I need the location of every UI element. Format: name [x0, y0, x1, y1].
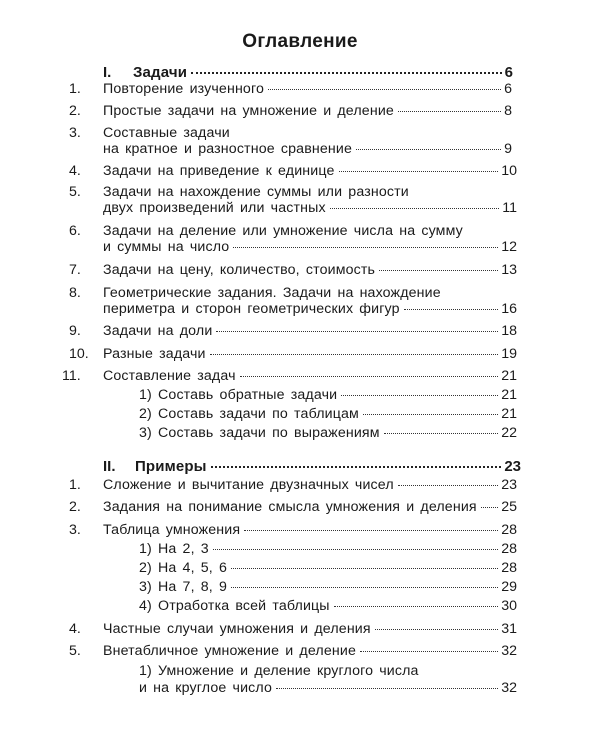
toc-entry-text: 1) Умножение и деление круглого числа	[139, 663, 419, 679]
toc-page-number: 21	[501, 368, 517, 384]
toc-page-number: 19	[501, 346, 517, 362]
toc-entry-number: 3.	[69, 522, 81, 538]
toc-page-number: 29	[501, 579, 517, 595]
toc-page-number: 30	[501, 598, 517, 614]
toc-line	[139, 405, 517, 424]
dot-leader	[398, 111, 501, 112]
toc-entry-text: Задачи на деление или умножение числа на сумму	[103, 223, 463, 239]
toc-entry-text: 3) На 7, 8, 9	[139, 579, 228, 595]
toc-page-number: 28	[501, 541, 517, 557]
toc-entry-text: Задания на понимание смысла умножения и деления	[103, 499, 477, 515]
dot-leader	[375, 629, 499, 630]
toc-entry-number: 9.	[69, 323, 81, 339]
toc-page-number: 8	[504, 103, 512, 119]
toc-entry-number: 5.	[69, 643, 81, 659]
toc-page-number: 9	[504, 141, 512, 157]
toc-entry-text: 2) Составь задачи по таблицам	[139, 406, 359, 422]
toc-page-number: 21	[501, 387, 517, 403]
toc-line	[103, 80, 512, 99]
toc-page-number: 28	[501, 522, 517, 538]
dot-leader	[244, 530, 498, 531]
dot-leader	[363, 414, 498, 415]
toc-page-number: 31	[501, 621, 517, 637]
toc-page-number: 23	[504, 458, 521, 475]
toc-line	[139, 386, 517, 405]
toc-line	[103, 261, 517, 280]
dot-leader	[384, 433, 499, 434]
toc-line	[139, 540, 517, 559]
toc-entry-number: 8.	[69, 285, 81, 301]
toc-entry-text: Задачи на цену, количество, стоимость	[103, 262, 376, 278]
dot-leader	[379, 270, 498, 271]
dot-leader	[334, 606, 499, 607]
toc-page-number: 6	[504, 81, 512, 97]
toc-page-number: 28	[501, 560, 517, 576]
dot-leader	[398, 485, 498, 486]
toc-line	[103, 367, 517, 386]
toc-entry-text: 1) Составь обратные задачи	[139, 387, 338, 403]
toc-line	[135, 457, 521, 476]
dot-leader	[240, 376, 499, 377]
toc-entry-number: 2.	[69, 103, 81, 119]
toc-line	[103, 345, 517, 364]
toc-page-number: 23	[501, 477, 517, 493]
toc-line	[103, 300, 517, 319]
toc-entry-text: Внетабличное умножение и деление	[103, 643, 356, 659]
toc-section-number: II.	[103, 458, 116, 475]
toc-entry-text: Задачи на доли	[103, 323, 213, 339]
dot-leader	[231, 568, 498, 569]
toc-line	[103, 238, 517, 257]
toc-entry-text: Геометрические задания. Задачи на нахождение	[103, 285, 441, 301]
toc-entry-text: периметра и сторон геометрических фигур	[103, 301, 400, 317]
toc-page-number: 13	[501, 262, 517, 278]
dot-leader	[216, 331, 498, 332]
dot-leader	[356, 149, 501, 150]
toc-line	[103, 199, 517, 218]
dot-leader	[360, 651, 498, 652]
toc-line	[103, 102, 512, 121]
toc-section-number: I.	[103, 64, 112, 81]
toc-line	[103, 322, 517, 341]
dot-leader	[341, 395, 498, 396]
toc-entry-number: 3.	[69, 125, 81, 141]
dot-leader	[233, 247, 498, 248]
toc-entry-text: Составление задач	[103, 368, 236, 384]
toc-section-title: Задачи	[133, 64, 188, 81]
toc-entry-number: 1.	[69, 81, 81, 97]
dot-leader	[210, 354, 499, 355]
toc-entry-text: Повторение изученного	[103, 81, 265, 97]
toc-page-number: 18	[501, 323, 517, 339]
toc-entry-number: 4.	[69, 163, 81, 179]
toc-line	[139, 559, 517, 578]
dot-leader	[231, 587, 498, 588]
dot-leader	[404, 309, 499, 310]
toc-page-number: 11	[502, 200, 517, 216]
toc-line	[103, 498, 517, 517]
toc-entry-number: 6.	[69, 223, 81, 239]
toc-entry-text: Таблица умножения	[103, 522, 241, 538]
toc-entry-text: Разные задачи	[103, 346, 206, 362]
toc-page-number: 12	[501, 239, 517, 255]
toc-entry-text: 2) На 4, 5, 6	[139, 560, 228, 576]
toc-page-number: 6	[504, 64, 513, 81]
dot-leader	[330, 208, 500, 209]
toc-entry-text: двух произведений или частных	[103, 200, 326, 216]
toc-entry-text: Составные задачи	[103, 125, 230, 141]
toc-page-number: 32	[501, 643, 517, 659]
dot-leader	[481, 507, 498, 508]
toc-line	[139, 679, 517, 698]
toc-page-number: 32	[501, 680, 517, 696]
toc-entry-text: Задачи на нахождение суммы или разности	[103, 184, 409, 200]
dot-leader	[213, 549, 498, 550]
toc-entry-text: и суммы на число	[103, 239, 230, 255]
toc-line	[139, 424, 517, 443]
toc-entry-number: 1.	[69, 477, 81, 493]
toc-entry-number: 2.	[69, 499, 81, 515]
toc-page-number: 25	[501, 499, 517, 515]
dot-leader	[191, 72, 502, 74]
toc-entry-text: Простые задачи на умножение и деление	[103, 103, 394, 119]
toc-page-number: 16	[501, 301, 517, 317]
toc-entry-number: 7.	[69, 262, 81, 278]
toc-line	[103, 140, 512, 159]
toc-entry-text: 1) На 2, 3	[139, 541, 209, 557]
toc-page-number: 21	[501, 406, 517, 422]
toc-line	[103, 521, 517, 540]
toc-entry-text: Задачи на приведение к единице	[103, 163, 335, 179]
page-title: Оглавление	[242, 31, 358, 52]
toc-line	[139, 597, 517, 616]
toc-entry-number: 5.	[69, 184, 81, 200]
toc-entry-text: 3) Составь задачи по выражениям	[139, 425, 380, 441]
toc-entry-text: и на круглое число	[139, 680, 273, 696]
toc-entry-text: на кратное и разностное сравнение	[103, 141, 353, 157]
toc-line	[103, 476, 517, 495]
dot-leader	[276, 688, 498, 689]
toc-entry-number: 11.	[62, 368, 81, 384]
dot-leader	[268, 89, 501, 90]
toc-page-number: 10	[501, 163, 517, 179]
dot-leader	[339, 171, 499, 172]
toc-page-number: 22	[501, 425, 517, 441]
toc-entry-text: Сложение и вычитание двузначных чисел	[103, 477, 394, 493]
toc-entry-number: 4.	[69, 621, 81, 637]
toc-entry-text: 4) Отработка всей таблицы	[139, 598, 330, 614]
toc-line	[103, 620, 517, 639]
toc-entry-text: Частные случаи умножения и деления	[103, 621, 371, 637]
toc-line	[103, 162, 517, 181]
toc-section-title: Примеры	[135, 458, 207, 475]
toc-line	[103, 642, 517, 661]
toc-entry-number: 10.	[69, 346, 89, 362]
toc-line	[139, 578, 517, 597]
dot-leader	[211, 466, 502, 468]
